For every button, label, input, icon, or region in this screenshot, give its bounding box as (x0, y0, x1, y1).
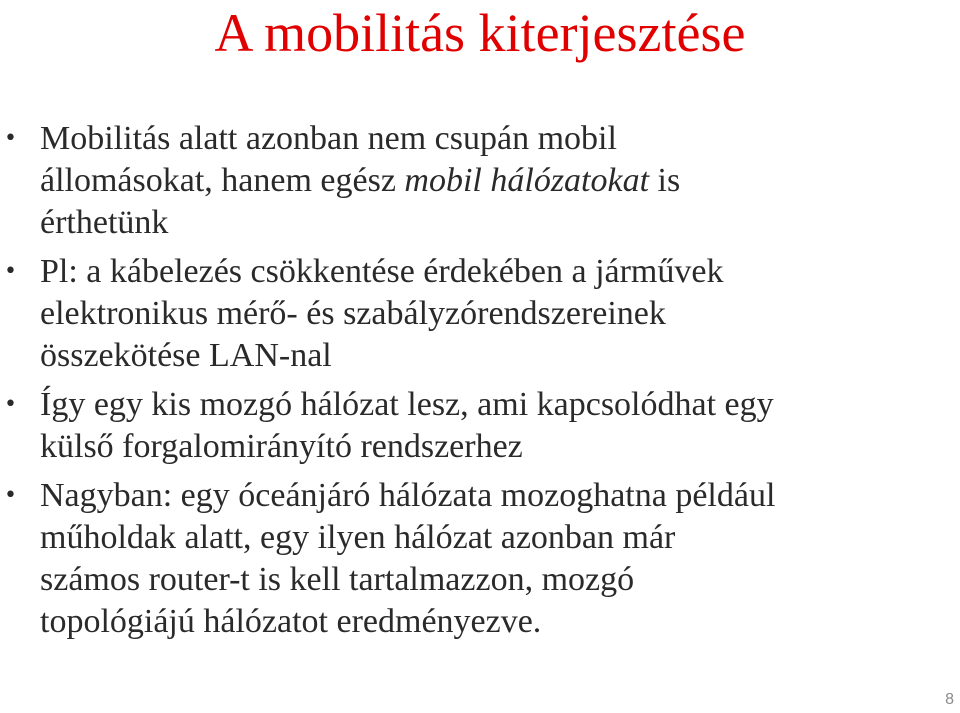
slide-title: A mobilitás kiterjesztése (214, 3, 746, 63)
bullet-line (40, 251, 954, 293)
text-run: topológiájú hálózatot eredményezve. (40, 603, 542, 640)
bullet-list (0, 118, 960, 650)
text-run: Pl: a kábelezés csökkentése érdekében a járművek (40, 253, 724, 290)
text-run: külső forgalomirányító rendszerhez (40, 428, 523, 465)
text-run: Mobilitás alatt azonban nem csupán mobil (40, 120, 617, 157)
bullet-item (0, 118, 960, 244)
text-run: elektronikus mérő- és szabályzórendszereinek (40, 295, 666, 332)
bullet-line (40, 559, 954, 601)
emphasis-text: mobil hálózatokat (404, 162, 650, 199)
text-run: Nagyban: egy óceánjáró hálózata mozoghatna például (40, 477, 776, 514)
bullet-line (40, 293, 954, 335)
bullet-line (40, 475, 954, 517)
bullet-line (40, 202, 954, 244)
bullet-line (40, 160, 954, 202)
bullet-line (40, 118, 954, 160)
text-run: műholdak alatt, egy ilyen hálózat azonban már (40, 519, 676, 556)
bullet-line (40, 601, 954, 643)
bullet-dot-icon: • (4, 483, 17, 508)
text-run: érthetünk (40, 204, 169, 241)
bullet-line (40, 335, 954, 377)
text-run: számos router-t is kell tartalmazzon, mozgó (40, 561, 635, 598)
text-run: állomásokat, hanem egész (40, 162, 405, 199)
bullet-dot-icon: • (4, 126, 17, 151)
slide-number: 8 (945, 691, 954, 708)
bullet-item (0, 251, 960, 377)
bullet-dot-icon: • (4, 392, 17, 417)
text-run: is (649, 162, 681, 199)
text-run: összekötése LAN-nal (40, 337, 332, 374)
bullet-item (0, 384, 960, 468)
bullet-line (40, 384, 954, 426)
text-run: Így egy kis mozgó hálózat lesz, ami kapcsolódhat egy (40, 386, 774, 423)
bullet-item (0, 475, 960, 643)
bullet-line (40, 517, 954, 559)
bullet-dot-icon: • (4, 259, 17, 284)
bullet-line (40, 426, 954, 468)
